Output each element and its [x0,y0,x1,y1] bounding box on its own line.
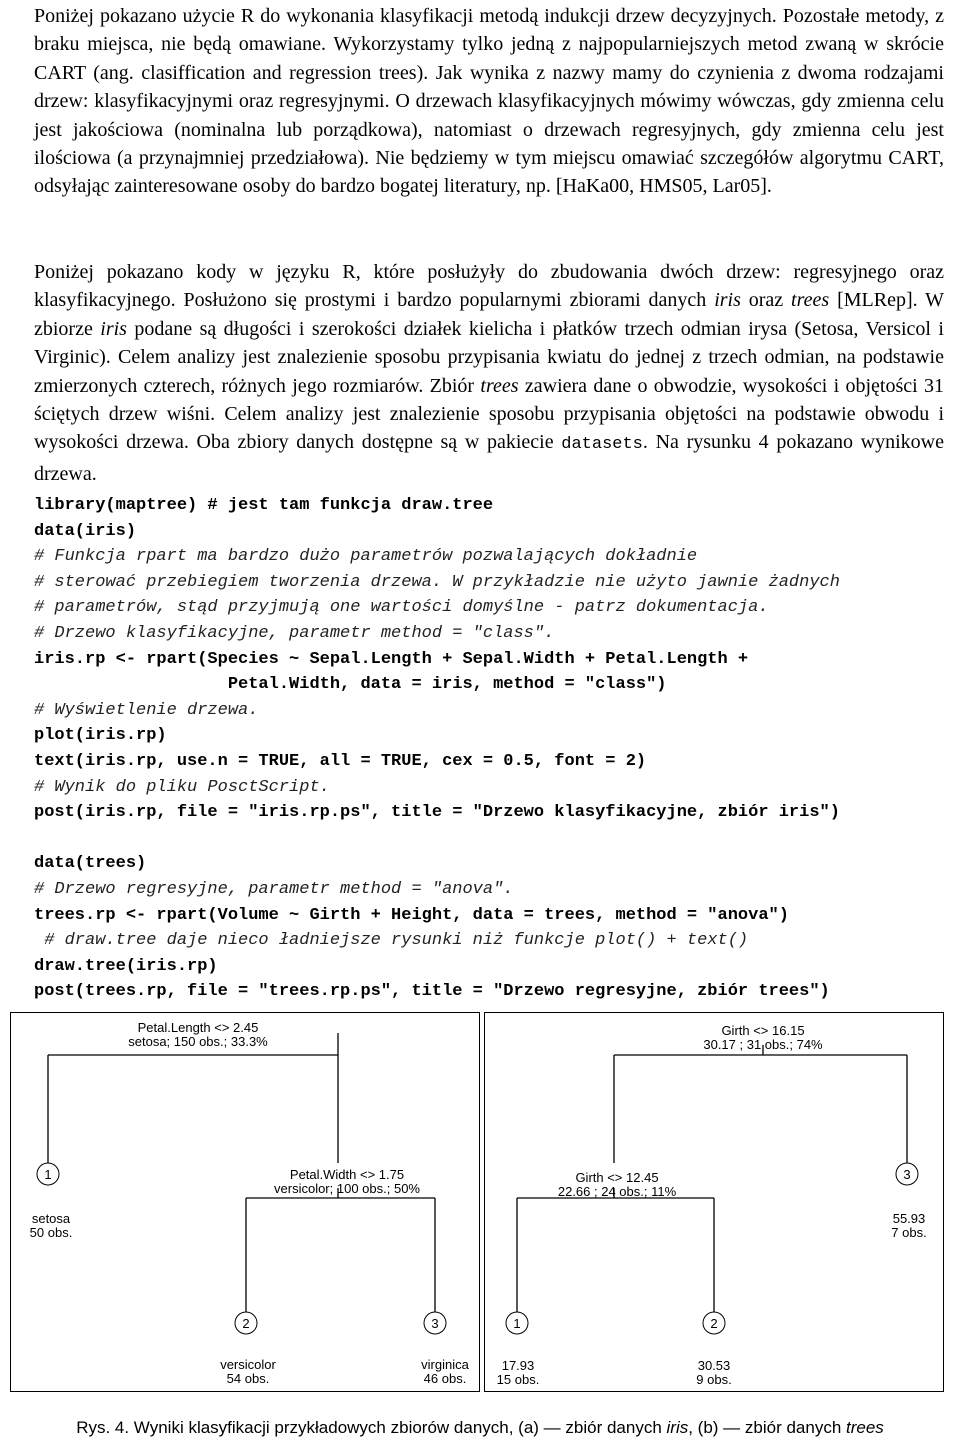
leaf-1-number: 1 [513,1316,521,1331]
code-blank-line [34,826,954,852]
code-comment: # parametrów, stąd przyjmują one wartości domyślne - patrz dokumentacja. [34,598,769,618]
leaf-3-number: 3 [431,1316,439,1331]
caption-iris: iris [666,1418,689,1437]
code-comment: # sterować przebiegiem tworzenia drzewa. W przykładzie nie użyto jawnie żadnych [34,572,840,592]
leaf-2-obs: 54 obs. [226,1371,270,1386]
leaf-2-class: versicolor [220,1357,276,1372]
node-info-label: versicolor; 100 obs.; 50% [274,1181,420,1196]
code-comment: # Drzewo regresyjne, parametr method = "anova". [34,879,514,899]
leaf-2-number: 2 [242,1316,250,1331]
leaf-1-value: 17.93 [501,1358,535,1373]
root-split-label: Girth <> 16.15 [721,1023,805,1038]
figure-caption [0,1418,960,1438]
paragraph-intro [34,2,944,201]
code-line: data(trees) [34,854,147,874]
para2-iris-2: iris [100,317,127,340]
paragraph-intro-text: Poniżej pokazano użycie R do wykonania klasyfikacji metodą indukcji drzew decyzyjnych. Pozostałe metody, z braku miejsca, nie będą omawiane. Wykorzystamy tylko jedną z najpopularniejszych metod zwaną w skrócie CART (ang. clasiffication and regression trees). Jak wynika z nazwy mamy do czynienia z dwoma rodzajami drzew: klasyfikacyjnymi oraz regresyjnymi. O drzewach klasyfikacyjnych mówimy wówczas, gdy zmienna celu jest jakościowa (nominalna lub porządkowa), natomiast o drzewach regresyjnych, gdy zmienna celu jest ilościowa (a przynajmniej przedziałowa). Nie będziemy w tym miejscu omawiać szczegółów algorytmu CART, odsyłając zainteresowane osoby do bardzo bogatej literatury, np. [HaKa00, HMS05, Lar05]. [34,5,944,198]
code-line: text(iris.rp, use.n = TRUE, all = TRUE, cex = 0.5, font = 2) [34,751,647,771]
leaf-3-obs: 46 obs. [423,1371,467,1386]
trees-tree-diagram [485,1013,943,1391]
leaf-3-value: 55.93 [892,1211,926,1226]
code-line: plot(iris.rp) [34,726,167,746]
leaf-1-obs: 50 obs. [29,1225,73,1240]
leaf-2-value: 30.53 [697,1358,731,1373]
para2-text-3: [MLRep]. W zbiorze [34,289,944,340]
iris-tree-diagram [11,1013,479,1391]
caption-prefix: Rys. 4. Wyniki klasyfikacji przykładowych zbiorów danych, (a) — zbiór danych [76,1418,667,1437]
para2-text-2: oraz [740,289,792,312]
node-info-label: 22.66 ; 24 obs.; 11% [557,1184,677,1199]
root-info-label: 30.17 ; 31 obs.; 74% [703,1037,823,1052]
root-split-label: Petal.Length <> 2.45 [137,1020,259,1035]
para2-text-4: podane są długości i szerokości działek kielicha i płatków trzech odmian irysa (Setosa, Versicol i Virginic). Celem analizy jest znalezienie sposobu przypisania kwiatu do jednej z trzech odmian, na podstawie zmierzonych czterech, różnych jego rozmiarów. Zbiór [34,317,944,397]
figure-trees-tree [484,1012,944,1392]
code-line: trees.rp <- rpart(Volume ~ Girth + Height, data = trees, method = "anova") [34,905,789,925]
code-listing [34,493,954,1005]
leaf-1-number: 1 [44,1167,52,1182]
para2-datasets: datasets [561,435,643,455]
leaf-3-number: 3 [903,1167,911,1182]
node-split-label: Girth <> 12.45 [575,1170,659,1185]
leaf-2-number: 2 [710,1316,718,1331]
root-info-label: setosa; 150 obs.; 33.3% [128,1034,268,1049]
caption-mid: , (b) — zbiór danych [688,1418,847,1437]
code-comment: # Wynik do pliku PosctScript. [34,777,330,797]
para2-trees-2: trees [480,374,519,397]
para2-trees: trees [791,289,830,312]
code-line: data(iris) [34,521,137,541]
para2-iris: iris [714,289,741,312]
code-line: library(maptree) # jest tam funkcja draw.tree [34,496,494,515]
leaf-3-class: virginica [421,1357,469,1372]
node-split-label: Petal.Width <> 1.75 [289,1167,405,1182]
code-line: draw.tree(iris.rp) [34,956,218,976]
para2-text-5: zawiera dane o obwodzie, wysokości i objętości 31 ściętych drzew wiśni. Celem analizy jest znalezienie sposobu przypisania objętości na podstawie obwodu i wysokości drzewa. Oba zbiory danych dostępne są w pakiecie [34,374,944,454]
figure-iris-tree [10,1012,480,1392]
paragraph-datasets [34,258,944,488]
para2-text-6: . Na rysunku 4 pokazano wynikowe drzewa. [34,431,944,485]
para2-text-1: Poniżej pokazano kody w języku R, które posłużyły do zbudowania dwóch drzew: regresyjnego oraz klasyfikacyjnego. Posłużono się prostymi i bardzo popularnymi zbiorami danych [34,261,944,312]
code-line: iris.rp <- rpart(Species ~ Sepal.Length + Sepal.Width + Petal.Length + [34,649,749,669]
code-comment: # Wyświetlenie drzewa. [34,700,259,720]
code-line: post(trees.rp, file = "trees.rp.ps", title = "Drzewo regresyjne, zbiór trees") [34,982,830,1002]
leaf-1-obs: 15 obs. [496,1372,540,1387]
code-comment: # Drzewo klasyfikacyjne, parametr method = "class". [34,623,555,643]
code-line: Petal.Width, data = iris, method = "class") [34,675,667,695]
leaf-3-obs: 7 obs. [891,1225,927,1240]
leaf-1-class: setosa [31,1211,71,1226]
leaf-2-obs: 9 obs. [696,1372,732,1387]
caption-trees: trees [846,1418,884,1437]
code-comment: # draw.tree daje nieco ładniejsze rysunki niż funkcje plot() + text() [34,931,749,951]
code-line: post(iris.rp, file = "iris.rp.ps", title = "Drzewo klasyfikacyjne, zbiór iris") [34,803,840,823]
code-comment: # Funkcja rpart ma bardzo dużo parametrów pozwalających dokładnie [34,547,698,567]
